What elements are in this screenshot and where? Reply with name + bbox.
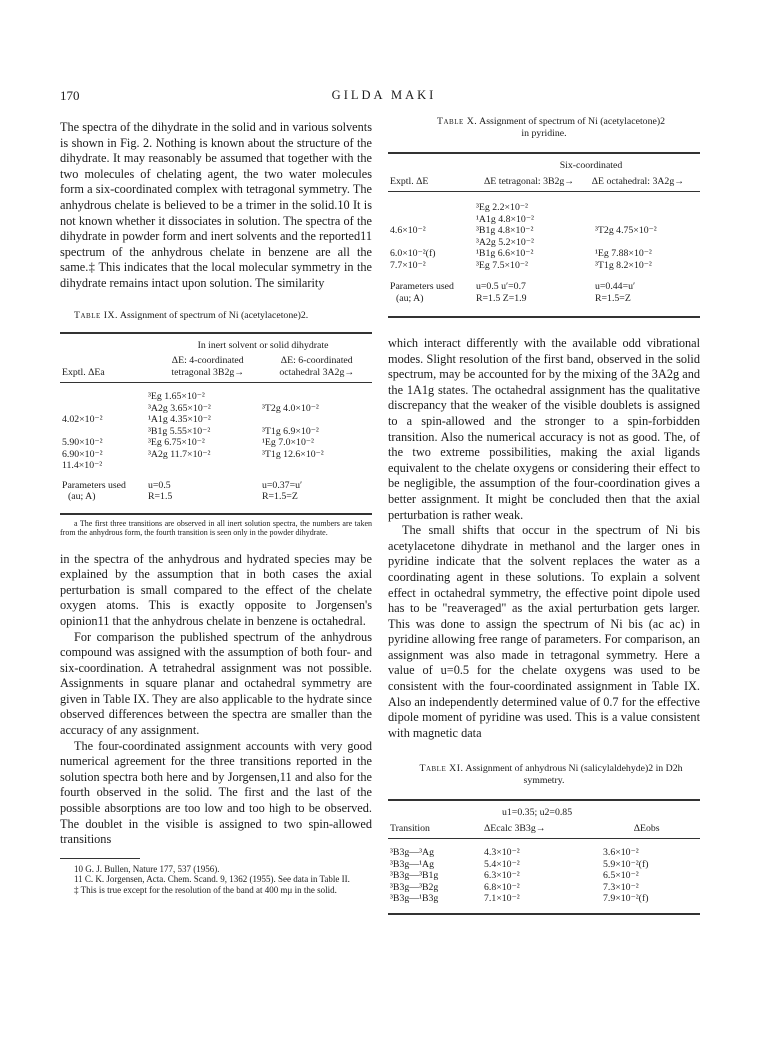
table-xi-col-obs: ΔEobs bbox=[633, 822, 660, 834]
table-cell: 7.3×10⁻² bbox=[603, 881, 639, 893]
table-cell: ³T2g 4.75×10⁻² bbox=[595, 225, 657, 236]
table-cell: ³T1g 6.9×10⁻² bbox=[262, 425, 319, 437]
table-cell bbox=[390, 202, 472, 214]
table-cell: 7.1×10⁻² bbox=[484, 893, 520, 905]
table-xi-label: Table XI. bbox=[419, 763, 464, 775]
body-paragraph: in the spectra of the anhydrous and hydrated species may be explained by the assumption that in both cases the axial perturbation is small compared to the effect of the chelate oxygen atoms. This is exactly opposite to Jorgensen's opinion11 that the anhydrous chelate in benzene is octahedral. bbox=[60, 551, 372, 628]
footnote-rule bbox=[60, 858, 140, 859]
table-cell: ³B3g—¹Ag bbox=[390, 858, 434, 870]
table-header-rule bbox=[388, 838, 700, 839]
table-cell: ³B3g—¹B3g bbox=[390, 893, 439, 905]
table-cell: ³T2g 4.0×10⁻² bbox=[262, 402, 319, 414]
table-top-rule bbox=[60, 332, 372, 334]
table-ix-title: Assignment of spectrum of Ni (acetylacetone)2. bbox=[119, 309, 309, 321]
table-cell: ³A2g 11.7×10⁻² bbox=[148, 448, 211, 460]
table-cell: 6.3×10⁻² bbox=[484, 870, 520, 882]
table-cell: ¹A1g 4.35×10⁻² bbox=[148, 414, 211, 426]
table-cell bbox=[390, 214, 472, 226]
col-header-line: ΔE: 6-coordinated bbox=[280, 355, 353, 367]
table-cell: 7.9×10⁻²(f) bbox=[603, 893, 649, 905]
table-cell: u=0.5 bbox=[148, 479, 171, 491]
right-column bbox=[388, 116, 700, 915]
table-xi-caption bbox=[388, 763, 700, 787]
table-cell: 5.4×10⁻² bbox=[484, 858, 520, 870]
table-cell bbox=[595, 214, 698, 226]
table-cell bbox=[262, 414, 370, 426]
table-cell bbox=[595, 237, 698, 249]
table-ix-group-header: In inert solvent or solid dihydrate bbox=[197, 339, 329, 351]
table-cell: 7.7×10⁻² bbox=[390, 259, 426, 271]
table-cell: 5.9×10⁻²(f) bbox=[603, 858, 649, 870]
table-ix-caption bbox=[60, 310, 372, 322]
table-cell: Parameters used bbox=[390, 281, 454, 292]
table-cell bbox=[62, 426, 144, 438]
body-paragraph: For comparison the published spectrum of the anhydrous compound was assigned with the assumption of both four- and six-coordination. A tetrahedral assignment was not possible. Assignments in square planar and octahedral symmetry are given in Table IX. They are also applicable to the hydrate since observed differences between the spectra are smaller than the accuracy of any assignment. bbox=[60, 629, 372, 738]
table-cell: ³Eg 2.2×10⁻² bbox=[476, 202, 528, 213]
body-paragraph: The small shifts that occur in the spectrum of Ni bis acetylacetone dihydrate in methanol and the larger ones in pyridine indicate that the solvent replaces the water as a coordinating agent in these solutions. To explain a solvent effect in octahedral symmetry, the effective point dipole used has to be "reaveraged" as the axial perturbation gets larger. This was done to assign the spectrum of Ni bis (ac ac) in pyridine allowing free range of parameters. For comparison, an assignment was also made in tetragonal symmetry. Here a value of u=0.5 for the chelate oxygens was used to be consistent with the four-coordinated assignment in Table IX. Also an independently determined value of 0.7 for the effective dipole moment of pyridine was used. This is a value consistent with magnetic data bbox=[388, 523, 700, 740]
table-ix-col-octahedral bbox=[261, 355, 372, 378]
table-header-rule bbox=[388, 191, 700, 192]
table-cell: R=1.5=Z bbox=[595, 292, 631, 304]
table-cell: 11.4×10⁻² bbox=[62, 460, 103, 472]
table-cell: R=1.5 bbox=[148, 491, 173, 503]
table-cell: ¹Eg 7.88×10⁻² bbox=[595, 248, 652, 259]
table-ix-octahedral-values bbox=[260, 391, 372, 472]
table-x-caption bbox=[388, 116, 700, 140]
table-cell: ³A2g 5.2×10⁻² bbox=[476, 236, 534, 248]
table-cell: ³Eg 7.5×10⁻² bbox=[476, 259, 528, 271]
table-cell: 4.3×10⁻² bbox=[484, 847, 520, 859]
table-xi-title: Assignment of anhydrous Ni (salicylaldehyde)2 in D2h bbox=[465, 763, 683, 775]
table-cell: ¹B1g 6.6×10⁻² bbox=[476, 248, 534, 259]
table-x-params-octahedral bbox=[593, 281, 700, 304]
table-xi bbox=[388, 763, 700, 915]
table-header-rule bbox=[60, 382, 372, 383]
col-header-line: octahedral 3A2g→ bbox=[279, 366, 355, 378]
table-cell: u=0.37=u′ bbox=[262, 479, 303, 491]
table-x-title-cont: in pyridine. bbox=[521, 128, 567, 139]
table-cell: (au; A) bbox=[68, 491, 96, 503]
table-x bbox=[388, 116, 700, 318]
table-ix-col-exptl: Exptl. ΔEa bbox=[62, 366, 105, 378]
running-head bbox=[60, 88, 708, 108]
table-bottom-rule bbox=[388, 913, 700, 915]
table-cell: R=1.5 Z=1.9 bbox=[476, 292, 527, 304]
table-cell: ¹A1g 4.8×10⁻² bbox=[476, 213, 534, 225]
table-x-group-header: Six-coordinated bbox=[559, 160, 623, 171]
table-x-exptl-values bbox=[388, 202, 474, 271]
table-cell: ³T1g 8.2×10⁻² bbox=[595, 259, 652, 271]
table-top-rule bbox=[388, 152, 700, 154]
table-bottom-rule bbox=[60, 513, 372, 515]
table-cell: (au; A) bbox=[396, 292, 424, 304]
table-cell: 6.5×10⁻² bbox=[603, 870, 639, 882]
table-cell bbox=[390, 237, 472, 249]
table-ix-params-tetragonal bbox=[146, 480, 260, 503]
table-ix-col-tetragonal bbox=[154, 355, 261, 378]
table-ix-footnote: a The first three transitions are observed in all inert solution spectra, the numbers are taken from the anhydrous form, the fourth transition is seen only in the powder dihydrate. bbox=[60, 518, 372, 538]
table-cell bbox=[262, 391, 370, 403]
col-header-line: tetragonal 3B2g→ bbox=[171, 366, 245, 378]
table-cell: Parameters used bbox=[62, 479, 126, 491]
table-cell: ³T1g 12.6×10⁻² bbox=[262, 448, 324, 460]
table-cell: ¹Eg 7.0×10⁻² bbox=[262, 437, 314, 449]
table-x-col-octahedral: ΔE octahedral: 3A2g→ bbox=[591, 175, 685, 187]
table-cell: u=0.44=u′ bbox=[595, 281, 636, 292]
table-x-params-tetragonal bbox=[474, 281, 593, 304]
running-head-author: GILDA MAKI bbox=[331, 88, 437, 102]
body-paragraph: The four-coordinated assignment accounts with very good numerical agreement for the three transitions reported in the solution spectra both here and by Jorgensen,11 and also for the fourth observed in the solid. The first and the last of the possible absorptions are too low and too high to be observed. The doublet in the visible is assigned to two spin-allowed transitions bbox=[60, 738, 372, 847]
table-cell: 3.6×10⁻² bbox=[603, 847, 639, 859]
footnote: 10 G. J. Bullen, Nature 177, 537 (1956). bbox=[74, 863, 220, 874]
table-cell: ³B3g—³B2g bbox=[390, 881, 439, 893]
table-cell: 6.8×10⁻² bbox=[484, 881, 520, 893]
table-xi-obs-values bbox=[601, 847, 700, 905]
table-cell bbox=[595, 202, 698, 214]
table-ix-params-label bbox=[60, 480, 146, 503]
table-x-octahedral-values bbox=[593, 202, 700, 271]
table-ix-params-octahedral bbox=[260, 480, 372, 503]
table-cell: ³B1g 5.55×10⁻² bbox=[148, 425, 211, 437]
table-cell: 6.90×10⁻² bbox=[62, 448, 103, 460]
table-cell: ³A2g 3.65×10⁻² bbox=[148, 402, 211, 414]
page-number: 170 bbox=[60, 88, 80, 103]
table-cell: 5.90×10⁻² bbox=[62, 437, 103, 449]
table-cell: ³B3g—³B1g bbox=[390, 870, 439, 882]
table-top-rule bbox=[388, 799, 700, 801]
table-xi-title-cont: symmetry. bbox=[523, 775, 565, 787]
table-cell bbox=[62, 403, 144, 415]
table-cell: 4.02×10⁻² bbox=[62, 414, 103, 426]
table-x-label: Table X. bbox=[437, 116, 478, 127]
table-cell: u=0.5 u′=0.7 bbox=[476, 281, 526, 292]
table-x-col-exptl: Exptl. ΔE bbox=[390, 175, 429, 187]
table-xi-calc-values bbox=[482, 847, 601, 905]
table-cell: ³B1g 4.8×10⁻² bbox=[476, 225, 534, 236]
table-cell: 4.6×10⁻² bbox=[390, 225, 426, 236]
footnote: 11 C. K. Jorgensen, Acta. Chem. Scand. 9, 1362 (1955). See data in Table II. bbox=[74, 874, 350, 885]
table-cell bbox=[62, 391, 144, 403]
table-cell: ³Eg 1.65×10⁻² bbox=[148, 391, 205, 403]
table-ix-label: Table IX. bbox=[74, 309, 118, 321]
table-x-col-tetragonal: ΔE tetragonal: 3B2g→ bbox=[484, 175, 575, 187]
table-xi-group-header: u1=0.35; u2=0.85 bbox=[502, 807, 573, 819]
body-paragraph: which interact differently with the available odd vibrational modes. Slight resolution of the first band, observed in the solid spectrum, may be accounted for by the mixing of the 3A2g and the 1A1g states. The octahedral assignment has the qualitative discrepancy that the weaker of the visible doublets is assigned to a spin-allowed and the stronger to a spin-forbidden transition. Also the numerical accuracy is not as good. The, of the two extreme possibilities, making the axial ligands equivalent to the chelate oxygens or considering their effect to be negligible, the assumption of the four-coordination gives a better assignment. It might be concluded then that the axial perturbation is rather weak. bbox=[388, 336, 700, 522]
table-x-params-label bbox=[388, 281, 474, 304]
table-xi-col-transition: Transition bbox=[390, 822, 430, 834]
left-column bbox=[60, 120, 372, 895]
table-xi-col-calc: ΔEcalc 3B3g→ bbox=[484, 822, 546, 834]
table-x-tetragonal-values bbox=[474, 202, 593, 271]
table-ix bbox=[60, 310, 372, 538]
body-paragraph: The spectra of the dihydrate in the solid and in various solvents is shown in Fig. 2. Nothing is known about the structure of the dihydrate. It may reasonably be assumed that together with the two molecules of chelating agent, the two water molecules form a six-coordinated complex with tetragonal symmetry. The anhydrous chelate is believed to be a trimer in the solid.10 It is not known whether it dissociates in solution. The spectra of the dihydrate in powder form and inert solvents and the reported11 spectrum of the anhydrous chelate in benzene are all the same.‡ This indicates that the local molecular symmetry in the dihydrate remains intact upon solution. The similarity bbox=[60, 120, 372, 290]
table-cell: 6.0×10⁻²(f) bbox=[390, 248, 436, 259]
col-header-line: ΔE: 4-coordinated bbox=[171, 355, 244, 367]
table-ix-tetragonal-values bbox=[146, 391, 260, 472]
table-cell: ³B3g—³Ag bbox=[390, 847, 434, 859]
table-cell: ³Eg 6.75×10⁻² bbox=[148, 437, 205, 449]
table-x-title: Assignment of spectrum of Ni (acetylacetone)2 bbox=[479, 116, 665, 127]
table-xi-transitions bbox=[388, 847, 482, 905]
table-ix-exptl-values bbox=[60, 391, 146, 472]
footnote: ‡ This is true except for the resolution of the band at 400 mμ in the solid. bbox=[74, 884, 337, 895]
table-cell: R=1.5=Z bbox=[262, 491, 298, 503]
